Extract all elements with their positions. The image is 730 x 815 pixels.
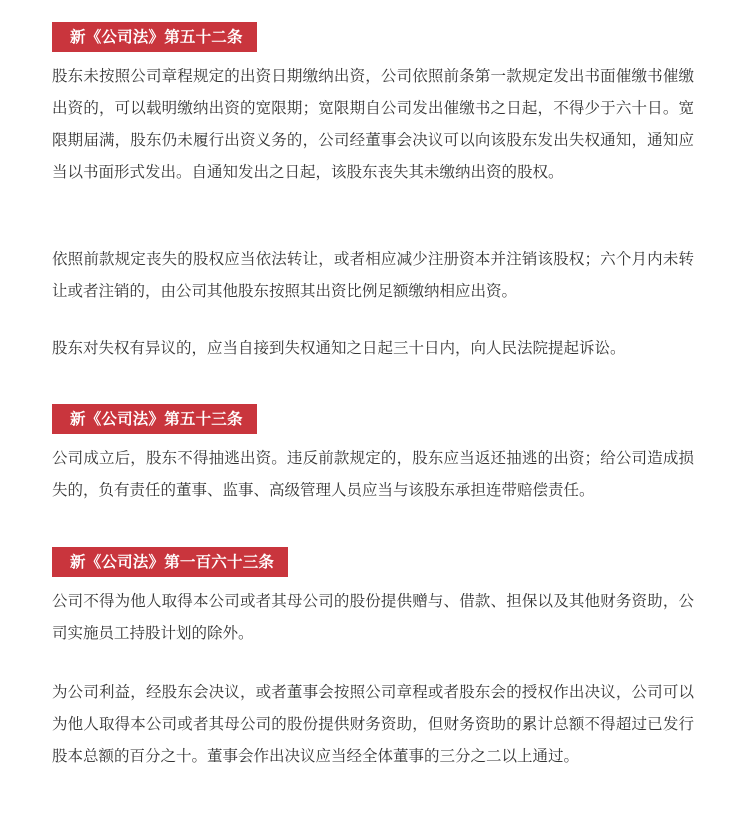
article-52-paragraph-1: 股东未按照公司章程规定的出资日期缴纳出资，公司依照前条第一款规定发出书面催缴书催缴出资的，可以载明缴纳出资的宽限期；宽限期自公司发出催缴书之日起，不得少于六十日。宽限期届满，股东仍未履行出资义务的，公司经董事会决议可以向该股东发出失权通知，通知应当以书面形式发出。自通知发出之日起，该股东丧失其未缴纳出资的股权。 (52, 67, 694, 181)
article-52-paragraph-3: 股东对失权有异议的，应当自接到失权通知之日起三十日内，向人民法院提起诉讼。 (52, 339, 626, 357)
section-heading-article-53: 新《公司法》第五十三条 (52, 404, 257, 434)
article-52-paragraph-2: 依照前款规定丧失的股权应当依法转让，或者相应减少注册资本并注销该股权；六个月内未转让或者注销的，由公司其他股东按照其出资比例足额缴纳相应出资。 (52, 250, 694, 300)
section-heading-article-52: 新《公司法》第五十二条 (52, 22, 257, 52)
section-heading-article-163: 新《公司法》第一百六十三条 (52, 547, 288, 577)
article-163-paragraph-1: 公司不得为他人取得本公司或者其母公司的股份提供赠与、借款、担保以及其他财务资助，公司实施员工持股计划的除外。 (52, 592, 694, 642)
article-163-paragraph-2: 为公司利益，经股东会决议，或者董事会按照公司章程或者股东会的授权作出决议，公司可以为他人取得本公司或者其母公司的股份提供财务资助，但财务资助的累计总额不得超过已发行股本总额的百分之十。董事会作出决议应当经全体董事的三分之二以上通过。 (52, 683, 694, 765)
article-53-paragraph-1: 公司成立后，股东不得抽逃出资。违反前款规定的，股东应当返还抽逃的出资；给公司造成损失的，负有责任的董事、监事、高级管理人员应当与该股东承担连带赔偿责任。 (52, 449, 694, 499)
